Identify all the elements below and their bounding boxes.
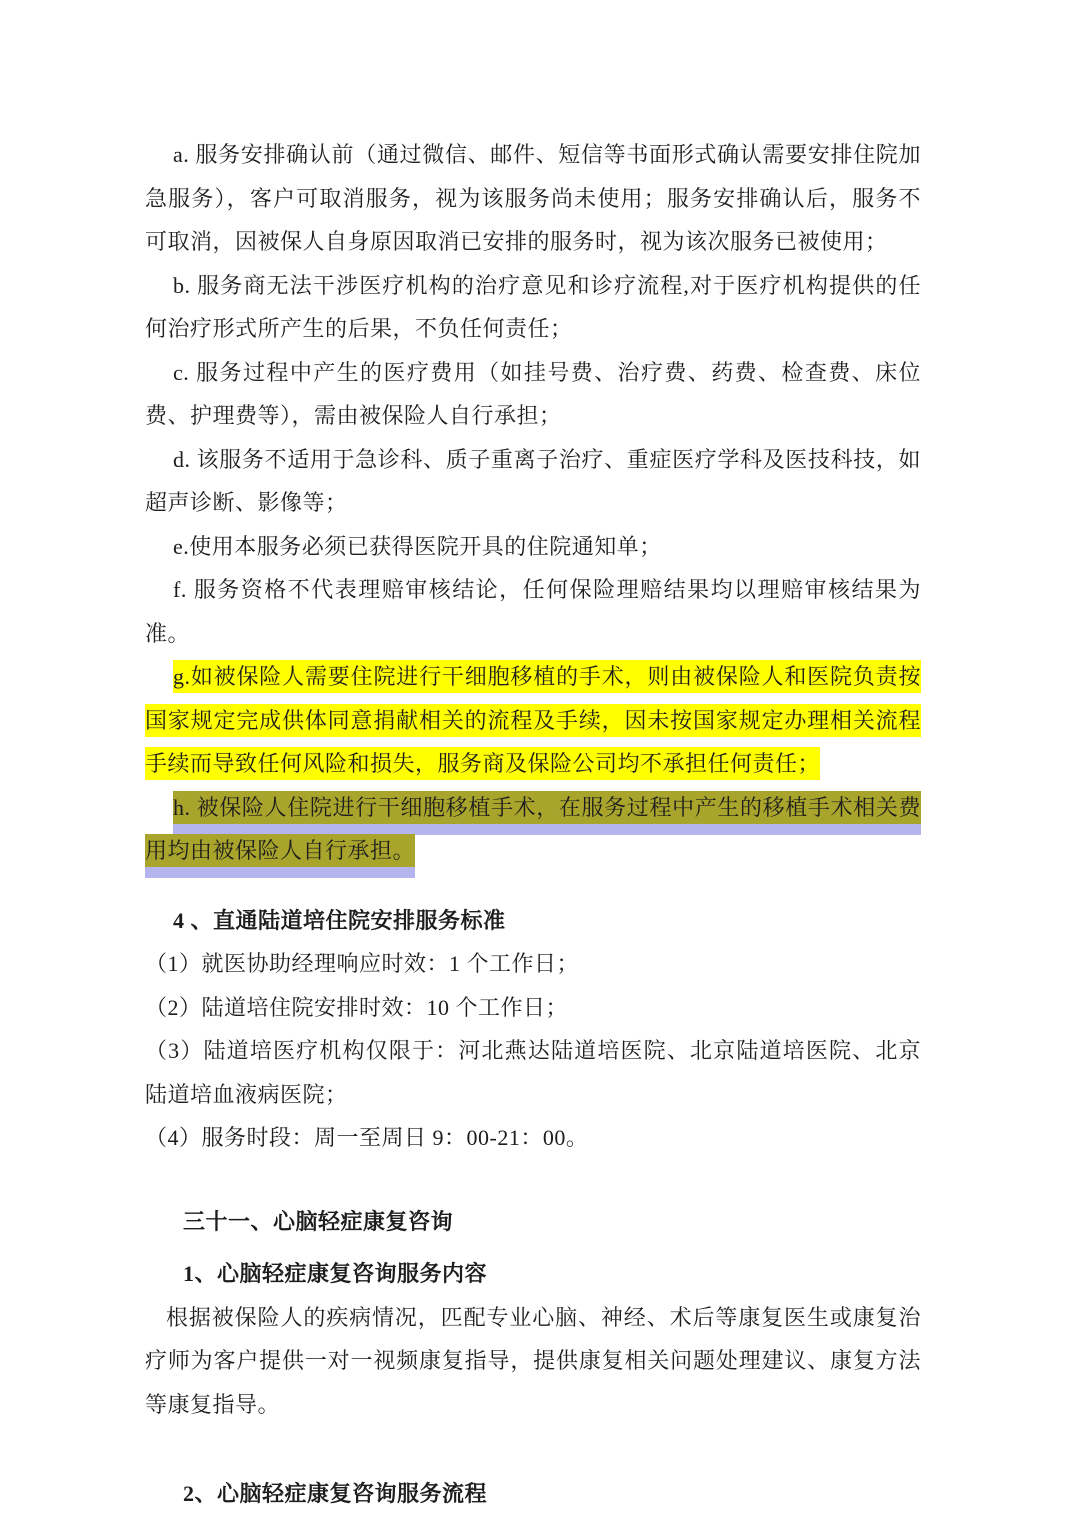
section31-sub1-body: 根据被保险人的疾病情况，匹配专业心脑、神经、术后等康复医生或康复治疗师为客户提供一对一视频康复指导，提供康复相关问题处理建议、康复方法等康复指导。 — [145, 1304, 921, 1417]
term-text-b: b. 服务商无法干涉医疗机构的治疗意见和诊疗流程,对于医疗机构提供的任何治疗形式所产生的后果，不负任何责任； — [145, 272, 921, 341]
term-paragraph-a — [145, 133, 921, 264]
section31-heading: 三十一、心脑轻症康复咨询 — [183, 1208, 454, 1234]
section4-item-1: （1）就医协助经理响应时效：1 个工作日； — [145, 951, 580, 976]
section31-sub2-heading: 2、心脑轻症康复咨询服务流程 — [183, 1481, 488, 1506]
term-paragraph-h-selected — [145, 786, 921, 873]
olive-highlight-selected-text: h. 被保险人住院进行干细胞移植手术，在服务过程中产生的移植手术相关费用均由被保险人自行承担。 — [145, 791, 921, 868]
section4-item-2: （2）陆道培住院安排时效：10 个工作日； — [145, 994, 569, 1020]
term-paragraph-d — [145, 438, 921, 525]
term-paragraph-f — [145, 568, 921, 655]
section4-heading: 4 、直通陆道培住院安排服务标准 — [173, 907, 506, 933]
term-paragraph-g-highlighted — [145, 655, 921, 786]
document-content — [145, 133, 921, 1516]
yellow-highlight-text: g.如被保险人需要住院进行干细胞移植的手术，则由被保险人和医院负责按国家规定完成供体同意捐献相关的流程及手续，因未按国家规定办理相关流程手续而导致任何风险和损失，服务商及保险公司均不承担任何责任； — [145, 660, 921, 780]
section31-sub1-heading: 1、心脑轻症康复咨询服务内容 — [183, 1261, 488, 1286]
term-text-c: c. 服务过程中产生的医疗费用（如挂号费、治疗费、药费、检查费、床位费、护理费等），需由被保险人自行承担； — [145, 359, 921, 428]
term-text-a: a. 服务安排确认前（通过微信、邮件、短信等书面形式确认需要安排住院加急服务），客户可取消服务，视为该服务尚未使用；服务安排确认后，服务不可取消，因被保人自身原因取消已安排的服务时，视为该次服务已被使用； — [145, 142, 921, 254]
term-paragraph-e — [145, 525, 921, 569]
term-paragraph-c — [145, 351, 921, 438]
term-text-e: e.使用本服务必须已获得医院开具的住院通知单； — [173, 533, 662, 559]
term-paragraph-b — [145, 264, 921, 351]
section4-item-3: （3）陆道培医疗机构仅限于：河北燕达陆道培医院、北京陆道培医院、北京陆道培血液病医院； — [145, 1038, 921, 1107]
term-text-d: d. 该服务不适用于急诊科、质子重离子治疗、重症医疗学科及医技科技，如超声诊断、影像等； — [145, 446, 921, 515]
term-text-f: f. 服务资格不代表理赔审核结论，任何保险理赔结果均以理赔审核结果为准。 — [145, 577, 921, 646]
section4-item-4: （4）服务时段：周一至周日 9：00-21：00。 — [145, 1125, 589, 1150]
